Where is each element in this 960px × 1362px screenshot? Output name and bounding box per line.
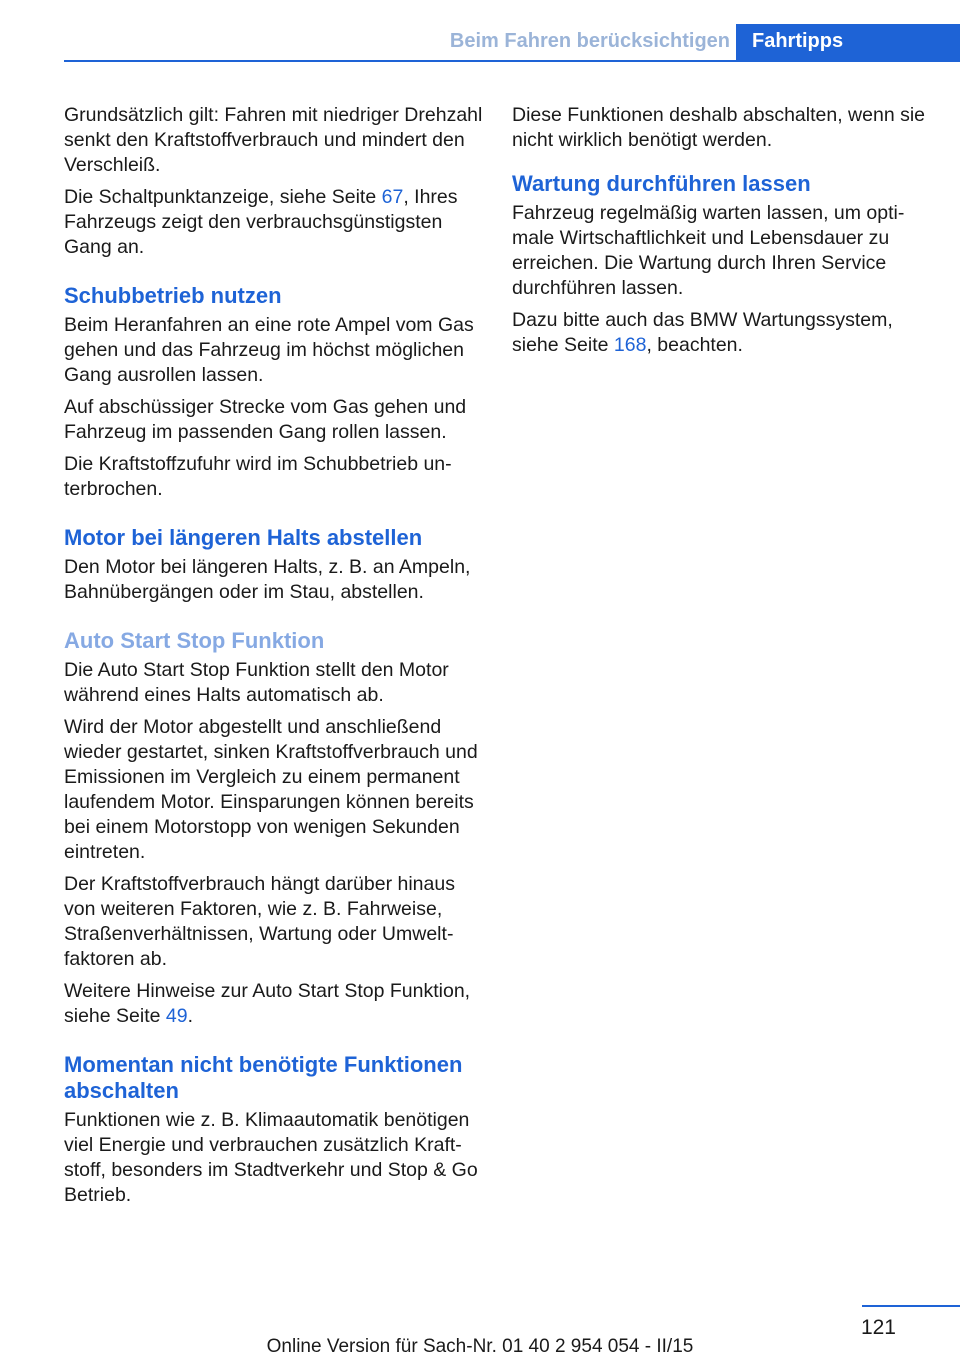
page-number: 121	[860, 1316, 896, 1339]
paragraph: Auf abschüssiger Strecke vom Gas gehen und Fahrzeug im passenden Gang rollen lassen.	[64, 396, 467, 443]
section-heading: Schubbetrieb nutzen	[64, 283, 282, 308]
page-reference-link[interactable]: 49	[165, 1005, 188, 1027]
paragraph: Den Motor bei längeren Halts, z. B. an Ampeln, Bahnübergängen oder im Stau, abstellen.	[64, 556, 471, 603]
paragraph: Diese Funktionen deshalb abschalten, wenn sie nicht wirklich benötigt werden.	[512, 104, 926, 151]
paragraph-text: Die Schaltpunktanzeige, siehe Seite	[64, 186, 382, 208]
paragraph: Der Kraftstoffverbrauch hängt darüber hinaus von weiteren Faktoren, wie z. B. Fahrweise, Straßenverhältnissen, Wartung oder Umweltfaktoren ab.	[64, 873, 455, 970]
paragraph-with-page-reference	[512, 308, 932, 358]
section-heading: Momentan nicht benötigte Funktionen abschalten	[64, 1052, 463, 1103]
paragraph: Beim Heranfahren an eine rote Ampel vom Gas gehen und das Fahrzeug im höchst möglichen Gang ausrollen lassen.	[64, 314, 474, 386]
subsection-heading: Auto Start Stop Funktion	[64, 628, 325, 653]
footer-version-note: Online Version für Sach-Nr. 01 40 2 954 054 - II/15	[266, 1336, 694, 1357]
page-reference-link[interactable]: 67	[381, 186, 404, 208]
paragraph: Wird der Motor abgestellt und anschließend wieder gestartet, sinken Kraftstoffverbrauch und Emissionen im Vergleich zu einem permanent laufendem Motor. Einsparungen können bereits bei einem Motorstopp von wenigen Sekunden eintreten.	[64, 716, 478, 863]
paragraph-text: , beachten.	[646, 334, 743, 356]
paragraph: Die Kraftstoffzufuhr wird im Schubbetrieb unterbrochen.	[64, 453, 452, 500]
footer-divider	[862, 1305, 960, 1307]
paragraph-text: Dazu bitte auch das BMW Wartungssystem, siehe Seite	[512, 309, 893, 356]
section-heading: Motor bei längeren Halts abstellen	[64, 525, 423, 550]
paragraph-text: Weitere Hinweise zur Auto Start Stop Funktion, siehe Seite	[64, 980, 471, 1027]
running-header-section: Beim Fahren berücksichtigen	[449, 30, 730, 52]
paragraph-with-page-reference	[64, 185, 484, 260]
paragraph: Grundsätzlich gilt: Fahren mit niedriger Drehzahl senkt den Kraftstoffverbrauch und mindert den Verschleiß.	[64, 104, 483, 176]
paragraph: Die Auto Start Stop Funktion stellt den Motor während eines Halts automatisch ab.	[64, 659, 449, 706]
paragraph: Fahrzeug regelmäßig warten lassen, um optimale Wirtschaftlichkeit und Lebensdauer zu erreichen. Die Wartung durch Ihren Service durchführen lassen.	[512, 202, 905, 299]
page-reference-link[interactable]: 168	[613, 334, 647, 356]
paragraph-text: .	[187, 1005, 194, 1027]
left-column	[64, 103, 484, 1215]
paragraph: Funktionen wie z. B. Klimaautomatik benötigen viel Energie und verbrauchen zusätzlich Kraftstoff, besonders im Stadtverkehr und Stop & Go Betrieb.	[64, 1109, 478, 1206]
right-column	[512, 103, 932, 365]
paragraph-text: , Ihres Fahrzeugs zeigt den verbrauchsgünstigsten Gang an.	[64, 186, 458, 258]
paragraph-with-page-reference	[64, 979, 484, 1029]
section-heading: Wartung durchführen lassen	[512, 171, 811, 196]
header-divider	[64, 60, 960, 62]
running-header-chapter-tab: Fahrtipps	[736, 24, 960, 62]
